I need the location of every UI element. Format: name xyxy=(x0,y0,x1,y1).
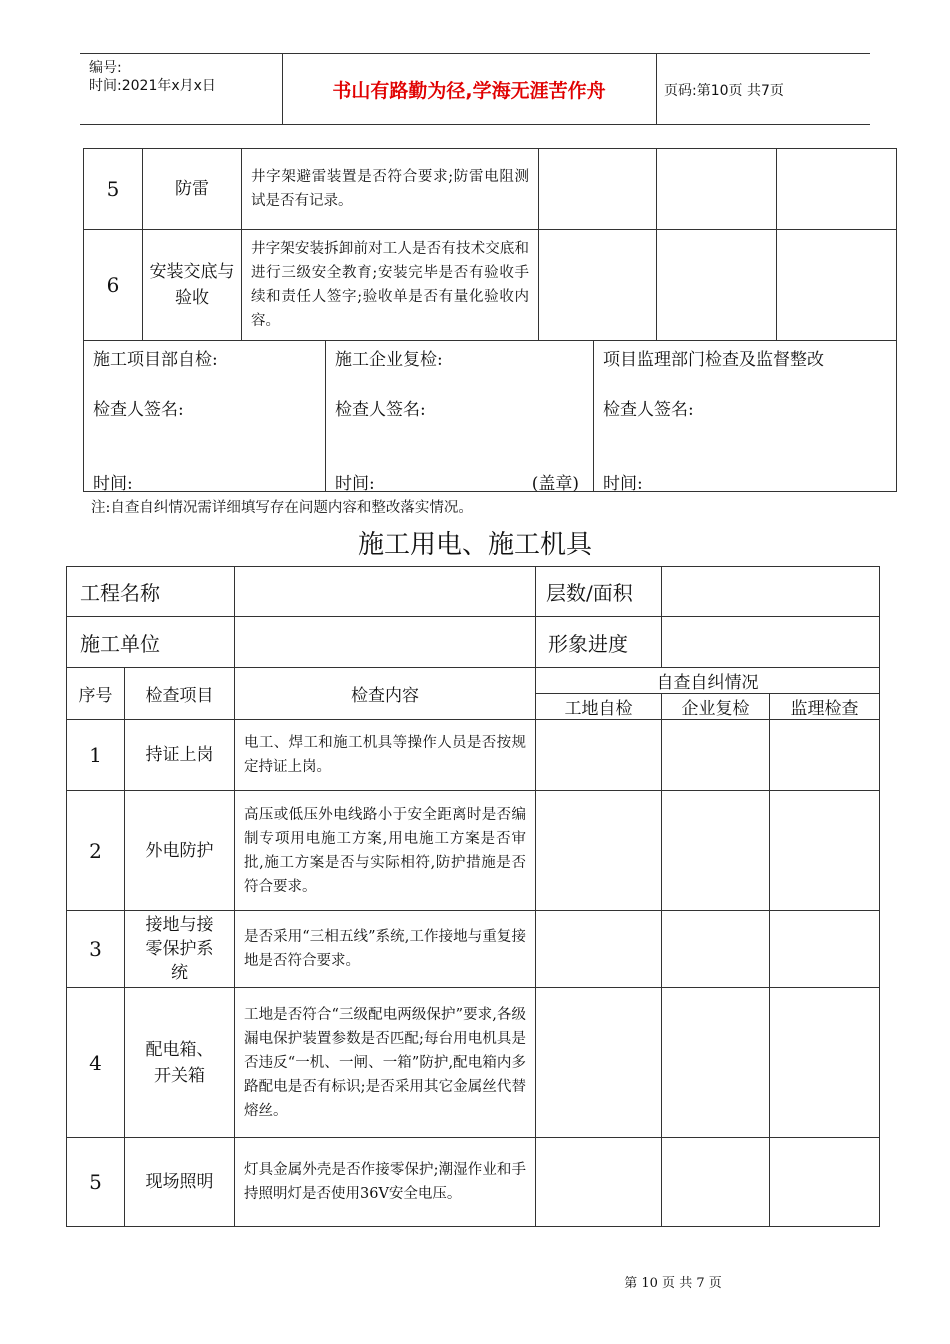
inspection-table-continued xyxy=(83,148,897,341)
row-item: 接地与接零保护系统 xyxy=(125,911,235,988)
header-time-label: 时间:2021年x月x日 xyxy=(89,78,216,94)
row-item: 现场照明 xyxy=(125,1138,235,1227)
floors-area-label: 层数/面积 xyxy=(536,567,662,617)
row-number: 3 xyxy=(67,911,125,988)
row-number: 5 xyxy=(67,1138,125,1227)
signer-label: 检查人签名: xyxy=(603,400,694,420)
row-number: 4 xyxy=(67,988,125,1138)
signer-label: 检查人签名: xyxy=(93,400,184,420)
time-label: 时间: xyxy=(335,474,375,494)
cell-supervisor-check[interactable] xyxy=(770,911,880,988)
header-motto: 书山有路勤为径,学海无涯苦作舟 xyxy=(332,79,606,102)
table-row xyxy=(84,230,897,341)
cell-supervisor-check[interactable] xyxy=(770,720,880,791)
cell-company-check[interactable] xyxy=(662,791,770,911)
col-header-company: 企业复检 xyxy=(662,694,770,720)
page-header xyxy=(80,53,870,125)
time-label: 时间: xyxy=(603,474,643,494)
contractor-label: 施工单位 xyxy=(67,617,235,668)
cell-supervisor-check[interactable] xyxy=(777,230,897,341)
project-name-field[interactable] xyxy=(235,567,536,617)
cell-supervisor-check[interactable] xyxy=(770,791,880,911)
signature-heading: 项目监理部门检查及监督整改 xyxy=(603,350,824,370)
row-content: 井字架安装拆卸前对工人是否有技术交底和进行三级安全教育;安装完毕是否有验收手续和责任人签字;验收单是否有量化验收内容。 xyxy=(242,230,539,341)
table-row xyxy=(67,791,880,911)
progress-field[interactable] xyxy=(662,617,880,668)
contractor-field[interactable] xyxy=(235,617,536,668)
header-divider xyxy=(656,54,657,124)
table-row xyxy=(67,720,880,791)
electrical-inspection-table xyxy=(66,566,880,1227)
cell-site-check[interactable] xyxy=(536,911,662,988)
progress-label: 形象进度 xyxy=(536,617,662,668)
cell-company-check[interactable] xyxy=(662,1138,770,1227)
header-meta xyxy=(89,59,216,95)
table-row xyxy=(67,988,880,1138)
row-content: 电工、焊工和施工机具等操作人员是否按规定持证上岗。 xyxy=(235,720,536,791)
signature-table xyxy=(83,340,897,492)
header-number-label: 编号: xyxy=(89,60,122,76)
cell-site-check[interactable] xyxy=(536,1138,662,1227)
cell-site-check[interactable] xyxy=(539,230,657,341)
row-item: 持证上岗 xyxy=(125,720,235,791)
cell-supervisor-check[interactable] xyxy=(777,149,897,230)
row-content: 是否采用“三相五线”系统,工作接地与重复接地是否符合要求。 xyxy=(235,911,536,988)
row-item: 防雷 xyxy=(143,149,242,230)
row-number: 1 xyxy=(67,720,125,791)
cell-company-check[interactable] xyxy=(657,230,777,341)
signature-supervisor[interactable] xyxy=(594,341,897,492)
header-page-info: 页码:第10页 共7页 xyxy=(664,83,784,99)
project-name-label: 工程名称 xyxy=(67,567,235,617)
row-item: 外电防护 xyxy=(125,791,235,911)
seal-label: (盖章) xyxy=(531,474,579,494)
row-number: 2 xyxy=(67,791,125,911)
row-content: 高压或低压外电线路小于安全距离时是否编制专项用电施工方案,用电施工方案是否审批,施工方案是否与实际相符,防护措施是否符合要求。 xyxy=(235,791,536,911)
cell-company-check[interactable] xyxy=(662,988,770,1138)
col-header-self-check: 自查自纠情况 xyxy=(536,668,880,694)
table-row xyxy=(67,1138,880,1227)
signature-project-dept[interactable] xyxy=(84,341,326,492)
page-footer: 第 10 页 共 7 页 xyxy=(624,1276,722,1291)
row-content: 工地是否符合“三级配电两级保护”要求,各级漏电保护装置参数是否匹配;每台用电机具是否违反“一机、一闸、一箱”防护,配电箱内多路配电是否有标识;是否采用其它金属丝代替熔丝。 xyxy=(235,988,536,1138)
signature-company[interactable] xyxy=(326,341,594,492)
cell-supervisor-check[interactable] xyxy=(770,1138,880,1227)
row-item: 配电箱、开关箱 xyxy=(125,988,235,1138)
note-text: 注:自查自纠情况需详细填写存在问题内容和整改落实情况。 xyxy=(91,500,473,516)
section-title: 施工用电、施工机具 xyxy=(357,530,592,560)
col-header-no: 序号 xyxy=(67,668,125,720)
row-number: 5 xyxy=(84,149,143,230)
table-row xyxy=(84,149,897,230)
cell-company-check[interactable] xyxy=(662,720,770,791)
cell-company-check[interactable] xyxy=(662,911,770,988)
signature-heading: 施工企业复检: xyxy=(335,350,443,370)
cell-company-check[interactable] xyxy=(657,149,777,230)
time-label: 时间: xyxy=(93,474,133,494)
cell-site-check[interactable] xyxy=(536,988,662,1138)
signature-heading: 施工项目部自检: xyxy=(93,350,218,370)
col-header-content: 检查内容 xyxy=(235,668,536,720)
col-header-supervisor: 监理检查 xyxy=(770,694,880,720)
cell-site-check[interactable] xyxy=(536,720,662,791)
cell-supervisor-check[interactable] xyxy=(770,988,880,1138)
row-item: 安装交底与验收 xyxy=(143,230,242,341)
col-header-site: 工地自检 xyxy=(536,694,662,720)
row-content: 井字架避雷装置是否符合要求;防雷电阻测试是否有记录。 xyxy=(242,149,539,230)
cell-site-check[interactable] xyxy=(539,149,657,230)
signer-label: 检查人签名: xyxy=(335,400,426,420)
floors-area-field[interactable] xyxy=(662,567,880,617)
row-number: 6 xyxy=(84,230,143,341)
col-header-item: 检查项目 xyxy=(125,668,235,720)
table-row xyxy=(67,911,880,988)
cell-site-check[interactable] xyxy=(536,791,662,911)
row-content: 灯具金属外壳是否作接零保护;潮湿作业和手持照明灯是否使用36V安全电压。 xyxy=(235,1138,536,1227)
